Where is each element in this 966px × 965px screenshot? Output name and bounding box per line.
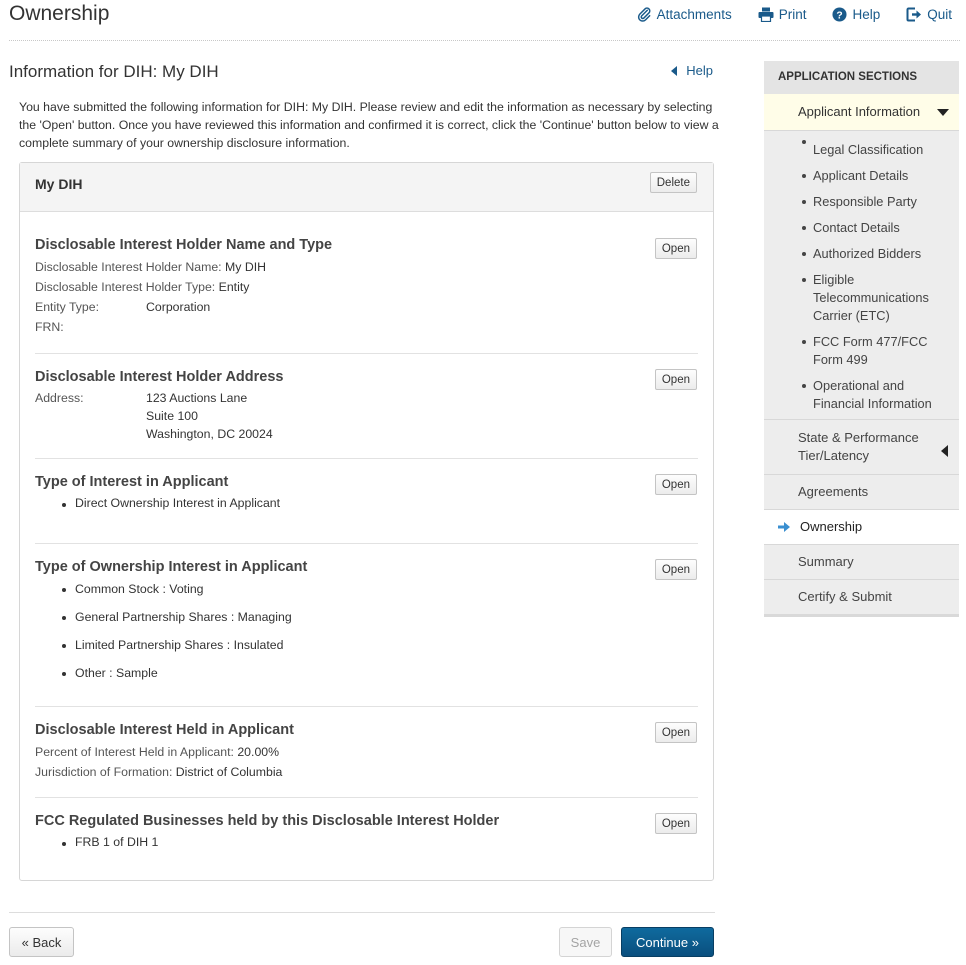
applicant-info-subitems	[764, 131, 959, 420]
dih-card	[19, 162, 714, 881]
name-type-title: Disclosable Interest Holder Name and Type	[35, 237, 333, 253]
dih-name-label: Disclosable Interest Holder Name:	[35, 260, 222, 274]
divider	[35, 797, 698, 798]
continue-button[interactable]: Continue »	[621, 927, 714, 957]
sidebar-subitem-responsible-party[interactable]	[764, 193, 959, 211]
dih-name-row	[35, 257, 698, 277]
subitem-label: Operational and Financial Information	[813, 378, 932, 411]
dih-name-value: My DIH	[225, 260, 267, 274]
print-label: Print	[778, 7, 807, 22]
sidebar-item-agreements[interactable]	[764, 475, 959, 510]
back-button[interactable]: « Back	[9, 927, 74, 957]
dih-name: My DIH	[35, 176, 83, 192]
sidebar-item-label: Ownership	[800, 519, 863, 534]
percent-row	[35, 742, 698, 762]
open-button-interest-held[interactable]: Open	[655, 722, 697, 743]
footer-divider	[9, 912, 715, 913]
sidebar-subitem-applicant-details[interactable]	[764, 167, 959, 185]
subitem-label: Legal Classification	[813, 142, 924, 157]
sidebar-item-label: State & Performance Tier/Latency	[798, 430, 919, 463]
main-content	[9, 62, 719, 849]
address-row	[35, 389, 698, 441]
page-header	[0, 0, 966, 41]
divider	[35, 543, 698, 544]
page-title: Ownership	[9, 2, 110, 25]
list-item: General Partnership Shares : Managing	[35, 609, 698, 625]
subitem-label: Contact Details	[813, 220, 900, 235]
subitem-label: FCC Form 477/FCC Form 499	[813, 334, 928, 367]
name-type-block	[35, 237, 698, 337]
sidebar-item-label: Applicant Information	[798, 104, 921, 119]
sidebar-item-applicant-information[interactable]	[764, 94, 959, 131]
divider	[35, 353, 698, 354]
business-link[interactable]: FRB 1 of DIH 1	[35, 835, 698, 849]
header-divider	[9, 40, 960, 41]
sidebar-item-state-performance[interactable]	[764, 420, 959, 475]
entity-type-value: Corporation	[146, 300, 211, 314]
section-title: Information for DIH: My DIH	[9, 62, 219, 81]
dih-type-label: Disclosable Interest Holder Type:	[35, 280, 216, 294]
application-sections-sidebar	[764, 61, 959, 617]
businesses-block	[35, 813, 698, 849]
sidebar-item-summary[interactable]	[764, 545, 959, 580]
sidebar-subitem-authorized-bidders[interactable]	[764, 245, 959, 263]
sidebar-item-certify-submit[interactable]	[764, 580, 959, 614]
open-button-name-type[interactable]: Open	[655, 238, 697, 259]
caret-down-icon	[937, 109, 949, 116]
entity-type-row	[35, 297, 698, 317]
subitem-label: Responsible Party	[813, 194, 917, 209]
frn-row	[35, 317, 698, 337]
list-item: Common Stock : Voting	[35, 581, 698, 597]
save-button[interactable]: Save	[559, 927, 612, 957]
list-item: Direct Ownership Interest in Applicant	[35, 496, 698, 510]
open-button-businesses[interactable]: Open	[655, 813, 697, 834]
subitem-label: Eligible Telecommunications Carrier (ETC)	[813, 272, 929, 323]
dih-type-value: Entity	[218, 280, 250, 294]
interest-held-block	[35, 722, 698, 782]
sidebar-subitem-operational-financial[interactable]	[764, 377, 944, 413]
question-circle-icon	[832, 7, 847, 22]
attachments-label: Attachments	[656, 7, 732, 22]
open-button-interest-type[interactable]: Open	[655, 474, 697, 495]
card-header	[20, 163, 713, 212]
help-link-header[interactable]	[832, 7, 880, 22]
percent-label: Percent of Interest Held in Applicant:	[35, 745, 234, 759]
address-label: Address:	[35, 391, 84, 405]
help-link[interactable]	[671, 63, 713, 78]
arrow-right-icon	[777, 521, 791, 533]
header-links	[611, 7, 952, 22]
paperclip-icon	[637, 7, 652, 22]
divider	[35, 458, 698, 459]
percent-value: 20.00%	[237, 745, 280, 759]
open-button-address[interactable]: Open	[655, 369, 697, 390]
ownership-type-block	[35, 559, 698, 681]
address-line2: Suite 100	[146, 409, 198, 423]
ownership-type-list	[35, 581, 698, 681]
sidebar-subitem-legal-classification[interactable]	[764, 133, 959, 159]
subitem-label: Authorized Bidders	[813, 246, 922, 261]
interest-type-list	[35, 496, 698, 510]
interest-type-title: Type of Interest in Applicant	[35, 474, 229, 490]
intro-text: You have submitted the following information for DIH: My DIH. Please review and edit the information as necessary by selecting the 'Open' button. Once you have reviewed this information and confirmed it is correct, click the 'Continue' button below to view a complete summary of your ownership disclosure information.	[19, 100, 719, 150]
help-label: Help	[852, 7, 881, 22]
sign-out-icon	[906, 7, 922, 22]
quit-link[interactable]	[906, 7, 952, 22]
print-link[interactable]	[758, 7, 807, 22]
quit-label: Quit	[927, 7, 952, 22]
printer-icon	[758, 7, 774, 22]
sidebar-subitem-etc[interactable]	[764, 271, 939, 325]
sidebar-item-label: Agreements	[798, 484, 869, 499]
frn-label: FRN:	[35, 320, 64, 334]
list-item: Other : Sample	[35, 665, 698, 681]
jurisdiction-row	[35, 762, 698, 782]
caret-left-icon	[671, 66, 677, 76]
help-link-label: Help	[686, 63, 713, 78]
address-line3: Washington, DC 20024	[146, 427, 273, 441]
open-button-ownership-type[interactable]: Open	[655, 559, 697, 580]
businesses-list	[35, 835, 698, 849]
divider	[35, 706, 698, 707]
list-item: Limited Partnership Shares : Insulated	[35, 637, 698, 653]
subitem-label: Applicant Details	[813, 168, 909, 183]
jurisdiction-label: Jurisdiction of Formation:	[35, 765, 173, 779]
attachments-link[interactable]	[637, 7, 732, 22]
entity-type-label: Entity Type:	[35, 300, 100, 314]
ownership-type-title: Type of Ownership Interest in Applicant	[35, 559, 308, 575]
sidebar-subitem-fcc-form[interactable]	[764, 333, 939, 369]
sidebar-heading: APPLICATION SECTIONS	[764, 61, 959, 94]
delete-button[interactable]: Delete	[650, 172, 697, 193]
sidebar-item-ownership[interactable]	[764, 510, 959, 545]
interest-type-block	[35, 474, 698, 510]
sidebar-item-label: Summary	[798, 554, 854, 569]
caret-left-icon	[941, 445, 948, 457]
sidebar-subitem-contact-details[interactable]	[764, 219, 959, 237]
address-title: Disclosable Interest Holder Address	[35, 369, 284, 385]
address-block	[35, 369, 698, 441]
businesses-title: FCC Regulated Businesses held by this Disclosable Interest Holder	[35, 813, 500, 829]
interest-held-title: Disclosable Interest Held in Applicant	[35, 722, 294, 738]
sidebar-item-label: Certify & Submit	[798, 589, 892, 604]
jurisdiction-value: District of Columbia	[175, 765, 283, 779]
svg-text:?: ?	[836, 10, 844, 22]
address-line1: 123 Auctions Lane	[146, 391, 248, 405]
dih-type-row	[35, 277, 698, 297]
